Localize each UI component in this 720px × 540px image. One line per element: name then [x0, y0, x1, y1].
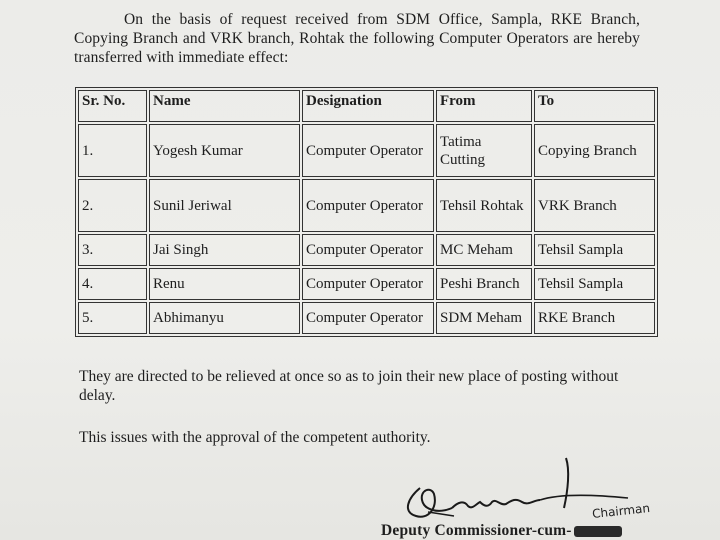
cell-designation: Computer Operator [302, 268, 434, 300]
designation-text: Deputy Commissioner-cum- [381, 522, 572, 539]
cell-to: Copying Branch [534, 124, 655, 177]
table-header-row [78, 90, 655, 122]
cell-designation: Computer Operator [302, 124, 434, 177]
transfer-table [75, 87, 658, 337]
handwritten-note: Chairman [591, 501, 651, 521]
cell-sr: 4. [78, 268, 147, 300]
cell-designation: Computer Operator [302, 234, 434, 266]
cell-from: MC Meham [436, 234, 532, 266]
cell-sr: 2. [78, 179, 147, 232]
cell-name: Renu [149, 268, 300, 300]
cell-from: Tatima Cutting [436, 124, 532, 177]
relieve-paragraph: They are directed to be relieved at once so as to join their new place of posting without delay. [79, 368, 619, 404]
cell-to: VRK Branch [534, 179, 655, 232]
header-name: Name [149, 90, 300, 122]
table-row [78, 302, 655, 334]
table-row [78, 179, 655, 232]
table-row [78, 124, 655, 177]
cell-sr: 3. [78, 234, 147, 266]
cell-designation: Computer Operator [302, 179, 434, 232]
cell-name: Jai Singh [149, 234, 300, 266]
cell-name: Sunil Jeriwal [149, 179, 300, 232]
table-row [78, 234, 655, 266]
cell-to: Tehsil Sampla [534, 234, 655, 266]
cell-from: Tehsil Rohtak [436, 179, 532, 232]
table-row [78, 268, 655, 300]
cell-to: Tehsil Sampla [534, 268, 655, 300]
header-sr-no: Sr. No. [78, 90, 147, 122]
cell-name: Yogesh Kumar [149, 124, 300, 177]
header-designation: Designation [302, 90, 434, 122]
redaction-mark [574, 526, 622, 537]
cell-to: RKE Branch [534, 302, 655, 334]
cell-sr: 1. [78, 124, 147, 177]
approval-paragraph: This issues with the approval of the competent authority. [79, 429, 431, 446]
cell-sr: 5. [78, 302, 147, 334]
cell-name: Abhimanyu [149, 302, 300, 334]
cell-from: Peshi Branch [436, 268, 532, 300]
intro-paragraph: On the basis of request received from SDM Office, Sampla, RKE Branch, Copying Branch and VRK branch, Rohtak the following Computer Operators are hereby transferred with immediate effect: [74, 11, 640, 66]
header-from: From [436, 90, 532, 122]
header-to: To [534, 90, 655, 122]
signatory-designation [381, 522, 622, 540]
cell-designation: Computer Operator [302, 302, 434, 334]
cell-from: SDM Meham [436, 302, 532, 334]
